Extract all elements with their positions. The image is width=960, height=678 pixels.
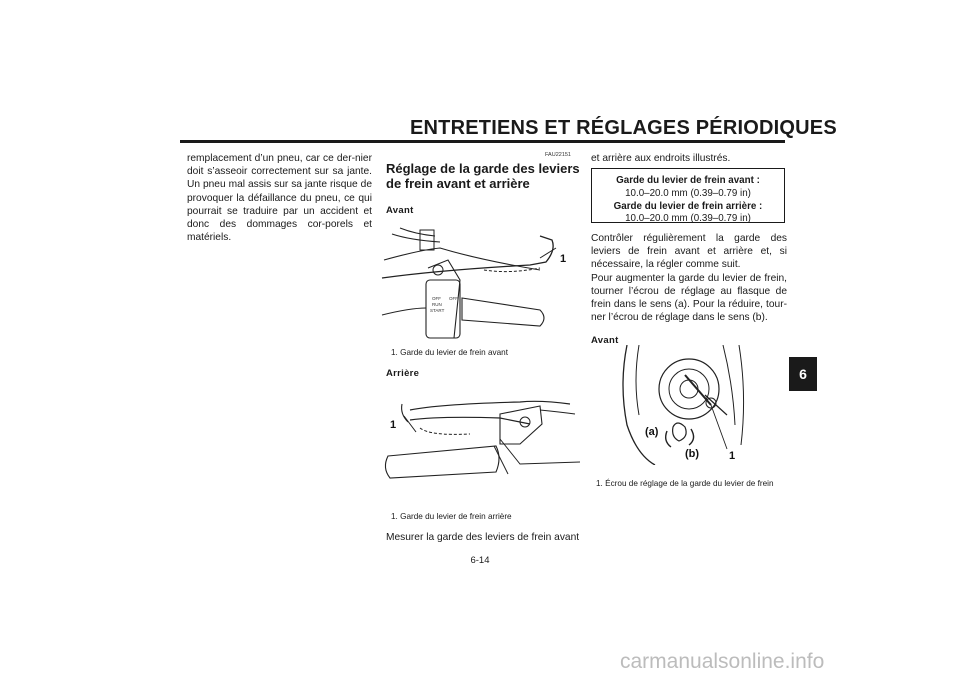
column2-paragraph-end: Mesurer la garde des leviers de frein avant [386, 532, 580, 543]
front-lever-figure [380, 220, 580, 340]
column1-paragraph: remplacement d’un pneu, car ce der-nier doit s’asseoir correctement sur sa jante. Un pneu mal assis sur sa jante risque de provoquer la défaillance du pneu, ce qui pourrait se traduire par un accident et donc des dommages cor-porels et matériels. [187, 153, 372, 244]
spec-rear-value: 10.0–20.0 mm (0.39–0.79 in) [625, 213, 751, 225]
switch-label-start: START [430, 308, 445, 313]
spec-front-value: 10.0–20.0 mm (0.39–0.79 in) [625, 187, 751, 199]
front-label-2: Avant [591, 335, 619, 346]
label-a: (a) [645, 426, 659, 438]
brake-callout-1: 1 [729, 450, 736, 462]
page-number: 6-14 [470, 555, 490, 566]
front-callout-1: 1 [560, 253, 567, 265]
rear-label: Arrière [386, 368, 420, 379]
spec-front-label: Garde du levier de frein avant : [616, 175, 760, 186]
switch-label-off-2: OFF [449, 296, 458, 301]
spec-rear-label: Garde du levier de frein arrière : [613, 200, 763, 212]
switch-label-off: OFF [432, 296, 441, 301]
front-figure-caption: 1. Garde du levier de frein avant [391, 348, 508, 357]
front-label: Avant [386, 205, 414, 216]
column3-paragraph-main: Contrôler régulièrement la garde des leviers de frein avant et arrière et, si nécessaire, la régler comme suit. Pour augmenter la garde du levier de frein, tourner l’écrou de réglage au flasque de frein dans le sens (a). Pour la réduire, tour-ner l’écrou de réglage dans le sens (b). [591, 233, 787, 324]
watermark: carmanualsonline.info [620, 650, 825, 673]
header-rule [180, 140, 785, 143]
column3-paragraph-start: et arrière aux endroits illustrés. [591, 153, 731, 164]
section-title: Réglage de la garde des leviers de frein avant et arrière [386, 161, 580, 191]
section-code: FAU22151 [545, 152, 571, 158]
page-header-title: ENTRETIENS ET RÉGLAGES PÉRIODIQUES [410, 117, 837, 139]
rear-lever-figure [380, 384, 580, 504]
switch-label-run: RUN [432, 302, 442, 307]
front-brake-figure [615, 345, 755, 465]
brake-figure-caption: 1. Écrou de réglage de la garde du levier de frein [596, 479, 774, 488]
spec-box [591, 168, 785, 223]
rear-callout-1: 1 [390, 419, 397, 431]
chapter-tab: 6 [789, 357, 817, 391]
label-b: (b) [685, 448, 700, 460]
rear-figure-caption: 1. Garde du levier de frein arrière [391, 512, 512, 521]
